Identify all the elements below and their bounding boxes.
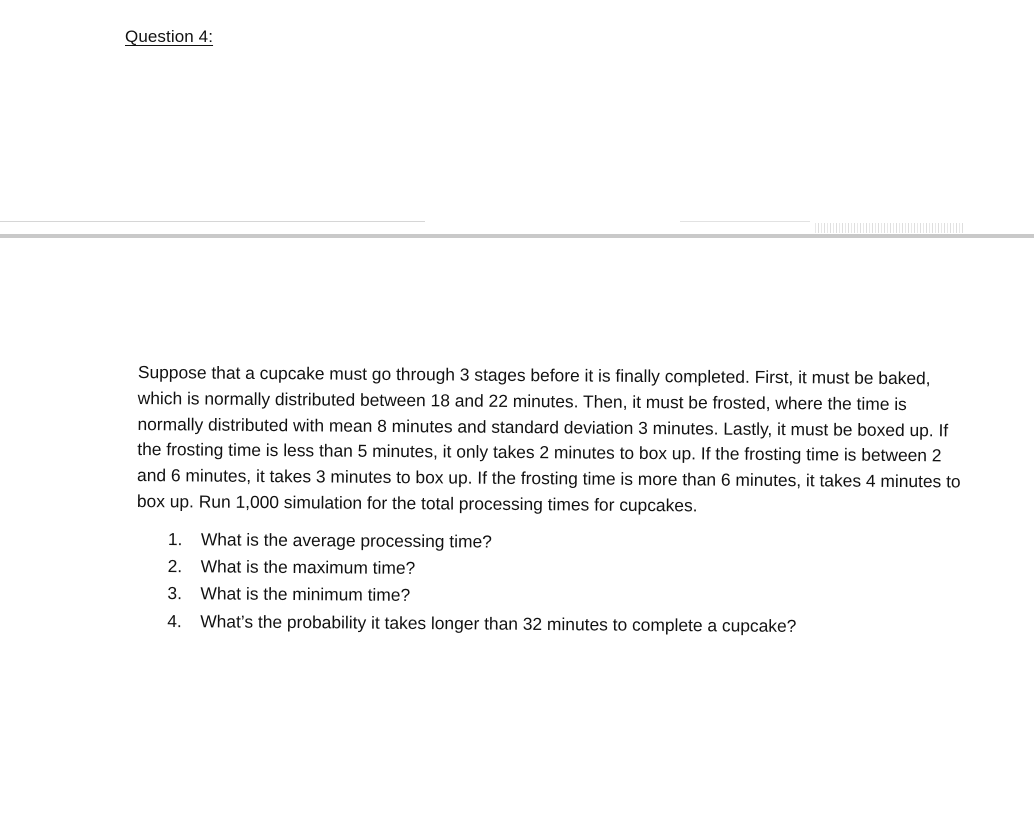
scan-artifact-noise xyxy=(815,223,965,233)
question-heading: Question 4: xyxy=(125,27,214,46)
question-text: What’s the probability it takes longer than 32 minutes to complete a cupcake? xyxy=(200,610,797,636)
question-list xyxy=(167,526,797,640)
question-number: 3. xyxy=(167,583,183,604)
problem-statement: Suppose that a cupcake must go through 3 stages before it is finally completed. First, it must be baked, which is normally distributed between 18 and 22 minutes. Then, it must be frosted, where the time is normally distributed with mean 8 minutes and standard deviation 3 minutes. Lastly, it must be boxed up. If the frosting time is less than 5 minutes, it only takes 2 minutes to box up. If the frosting time is between 2 and 6 minutes, it takes 3 minutes to box up. If the frosting time is more than 6 minutes, it takes 4 minutes to box up. Run 1,000 simulation for the total processing times for cupcakes. xyxy=(136,361,961,516)
question-text: What is the average processing time? xyxy=(200,529,492,552)
page-divider xyxy=(0,234,1034,238)
list-item xyxy=(167,608,796,640)
question-text: What is the minimum time? xyxy=(200,583,411,606)
scan-artifact-line xyxy=(680,221,810,222)
question-number: 2. xyxy=(167,556,183,577)
question-number: 1. xyxy=(167,529,183,550)
question-number: 4. xyxy=(167,610,182,631)
question-text: What is the maximum time? xyxy=(200,556,416,579)
scan-artifact-line xyxy=(0,221,425,222)
